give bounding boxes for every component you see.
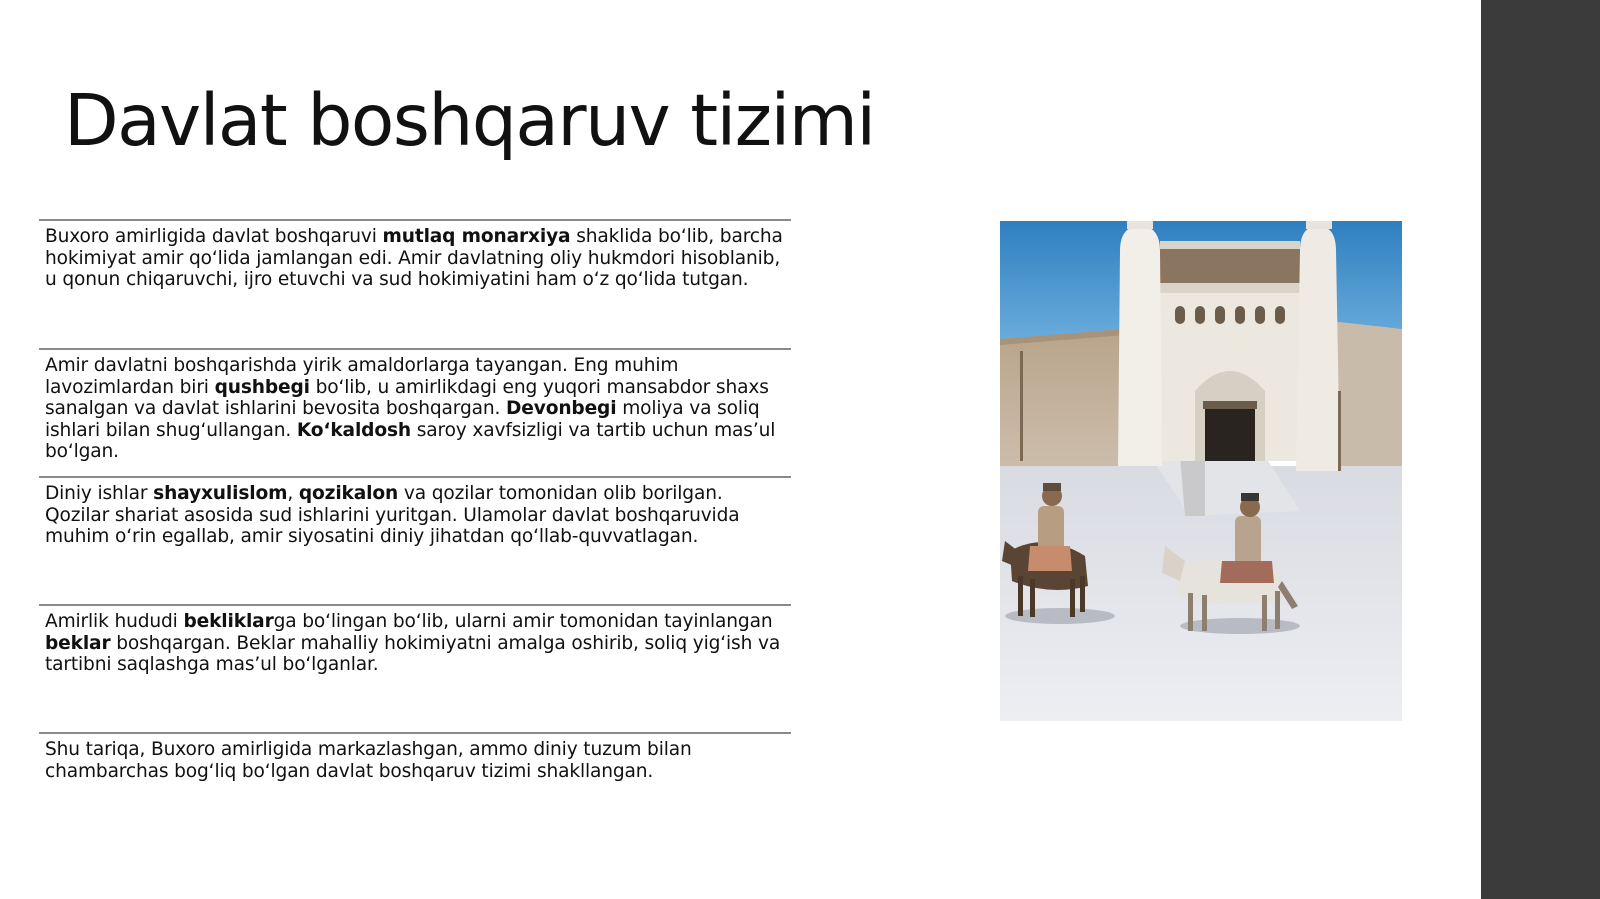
- text-segment: Amirlik hududi: [45, 611, 184, 632]
- text-segment: bo‘lib, u amirlikdagi eng yuqori mansabdor shaxs sanalgan va davlat ishlarini bevosita boshqargan.: [45, 376, 769, 420]
- text-block-conclusion: [39, 732, 791, 782]
- bold-term: mutlaq monarxiya: [382, 226, 571, 247]
- text-segment: moliya va soliq ishlari bilan shug‘ullangan.: [45, 398, 760, 441]
- text-block-bekliks: [39, 604, 791, 676]
- bold-term: qushbegi: [214, 376, 310, 398]
- text-segment: Amir davlatni boshqarishda yirik amaldorlarga tayangan. Eng muhim lavozimlardan biri: [45, 355, 679, 398]
- bold-term: qozikalon: [298, 483, 399, 504]
- bukhara-ark-photo: [1000, 221, 1402, 721]
- text-segment: ,: [287, 483, 299, 504]
- bold-term: bekliklar: [183, 611, 274, 632]
- text-segment: Shu tariqa, Buxoro amirligida markazlashgan, ammo diniy tuzum bilan chambarchas bog‘liq bo‘lgan davlat boshqaruv tizimi shakllangan.: [45, 739, 692, 782]
- text-segment: boshqargan. Beklar mahalliy hokimiyatni amalga oshirib, soliq yig‘ish va tartibni saqlashga mas’ul bo‘lganlar.: [45, 632, 781, 676]
- text-segment: Buxoro amirligida davlat boshqaruvi: [45, 226, 383, 247]
- text-block-officials: [39, 348, 791, 463]
- text-segment: ga bo‘lingan bo‘lib, ularni amir tomonidan tayinlangan: [273, 611, 773, 632]
- bold-term: beklar: [45, 632, 111, 654]
- slide-title: Davlat boshqaruv tizimi: [64, 79, 875, 162]
- text-segment: saroy xavfsizligi va tartib uchun mas’ul bo‘lgan.: [45, 419, 776, 463]
- bold-term: Ko‘kaldosh: [296, 419, 411, 441]
- text-segment: shaklida bo‘lib, barcha hokimiyat amir qo‘lida jamlangan edi. Amir davlatning oliy hukmdori hisoblanib, u qonun chiqaruvchi, ijro etuvchi va sud hokimiyatini ham o‘z qo‘lida tutgan.: [45, 226, 783, 291]
- bold-term: shayxulislom: [153, 483, 288, 504]
- bold-term: Devonbegi: [506, 398, 617, 420]
- text-block-religion: [39, 476, 791, 548]
- sidebar-band: [1481, 0, 1600, 899]
- text-segment: va qozilar tomonidan olib borilgan. Qozilar shariat asosida sud ishlarini yuritgan. Ulamolar davlat boshqaruvida muhim o‘rin egallab, amir siyosatini diniy jihatdan qo‘llab-quvvatlagan.: [45, 483, 740, 548]
- text-block-monarchy: [39, 219, 791, 291]
- text-segment: Diniy ishlar: [45, 483, 154, 504]
